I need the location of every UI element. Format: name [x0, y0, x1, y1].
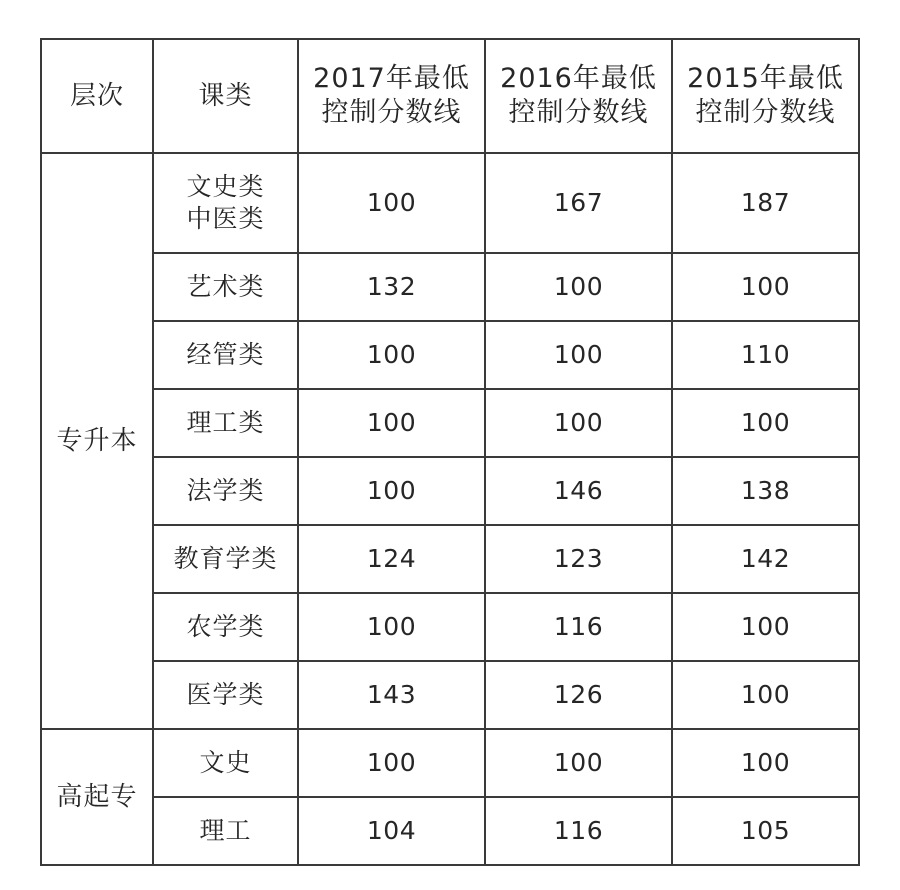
score-2015: 110 [672, 321, 859, 389]
score-2015: 100 [672, 253, 859, 321]
table-row [41, 321, 859, 389]
score-2015: 138 [672, 457, 859, 525]
score-2016: 100 [485, 253, 672, 321]
header-year-2016-line2: 控制分数线 [508, 97, 649, 128]
table-row [41, 593, 859, 661]
score-2017: 124 [298, 525, 485, 593]
score-2017: 100 [298, 729, 485, 797]
score-2017: 104 [298, 797, 485, 865]
score-table-container [40, 38, 860, 866]
score-2017: 100 [298, 321, 485, 389]
header-year-2017-line2: 控制分数线 [321, 97, 462, 128]
category-cell: 农学类 [153, 593, 298, 661]
header-year-2017 [298, 39, 485, 153]
table-row [41, 729, 859, 797]
header-year-2016 [485, 39, 672, 153]
score-2017: 100 [298, 457, 485, 525]
score-2016: 126 [485, 661, 672, 729]
level-cell-zhuanshengben: 专升本 [41, 153, 153, 729]
header-year-2016-line1: 2016年最低 [500, 63, 657, 95]
score-2015: 100 [672, 729, 859, 797]
category-line: 中医类 [186, 204, 265, 233]
admission-score-table [40, 38, 860, 866]
table-row [41, 153, 859, 253]
header-year-2015 [672, 39, 859, 153]
score-2017: 132 [298, 253, 485, 321]
score-2016: 146 [485, 457, 672, 525]
score-2015: 100 [672, 389, 859, 457]
category-cell: 经管类 [153, 321, 298, 389]
table-row [41, 661, 859, 729]
score-2016: 123 [485, 525, 672, 593]
table-row [41, 389, 859, 457]
score-2016: 167 [485, 153, 672, 253]
category-cell: 理工类 [153, 389, 298, 457]
score-2017: 100 [298, 389, 485, 457]
score-2016: 100 [485, 389, 672, 457]
table-row [41, 253, 859, 321]
score-2015: 100 [672, 593, 859, 661]
category-cell: 理工 [153, 797, 298, 865]
category-cell: 艺术类 [153, 253, 298, 321]
score-2016: 100 [485, 729, 672, 797]
score-2015: 142 [672, 525, 859, 593]
level-cell-gaoqizhuan: 高起专 [41, 729, 153, 865]
score-2015: 100 [672, 661, 859, 729]
header-year-2015-line1: 2015年最低 [687, 63, 844, 95]
score-2015: 105 [672, 797, 859, 865]
score-2017: 100 [298, 593, 485, 661]
category-cell: 法学类 [153, 457, 298, 525]
header-year-2015-line2: 控制分数线 [695, 97, 836, 128]
table-row [41, 457, 859, 525]
category-cell [153, 153, 298, 253]
score-2016: 116 [485, 593, 672, 661]
header-year-2017-line1: 2017年最低 [313, 63, 470, 95]
category-cell: 医学类 [153, 661, 298, 729]
header-category: 课类 [153, 39, 298, 153]
table-header-row [41, 39, 859, 153]
table-row [41, 525, 859, 593]
score-2016: 116 [485, 797, 672, 865]
header-level: 层次 [41, 39, 153, 153]
category-line: 文史类 [186, 171, 265, 201]
category-cell: 教育学类 [153, 525, 298, 593]
score-2017: 100 [298, 153, 485, 253]
score-2017: 143 [298, 661, 485, 729]
score-2016: 100 [485, 321, 672, 389]
score-2015: 187 [672, 153, 859, 253]
category-cell: 文史 [153, 729, 298, 797]
table-row [41, 797, 859, 865]
